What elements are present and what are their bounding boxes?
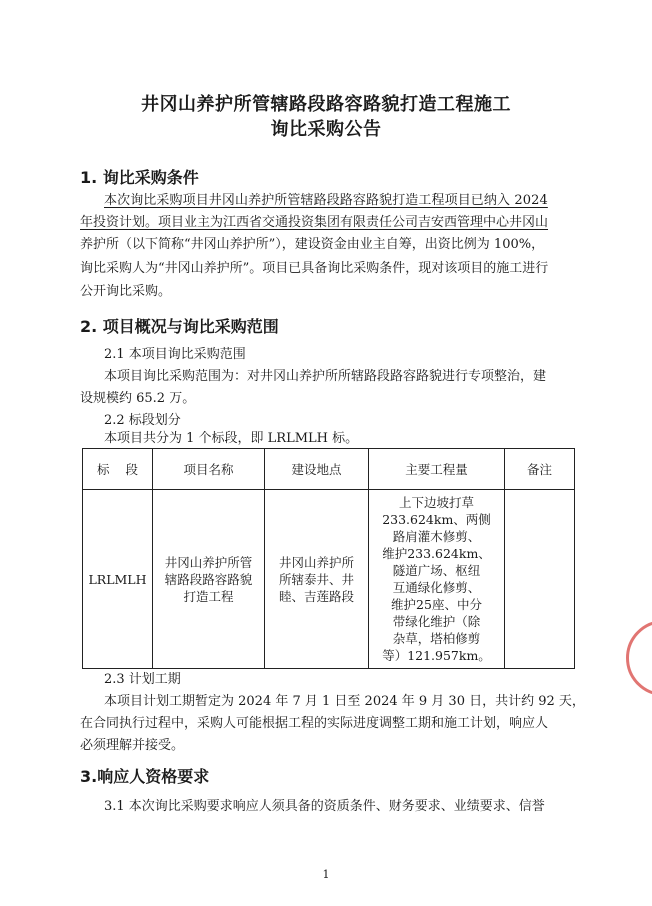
section2-3-line: 在合同执行过程中，采购人可能根据工程的实际进度调整工期和施工计划，响应人: [80, 716, 549, 731]
doc-title-line2: 询比采购公告: [270, 119, 382, 140]
section2-2-text: 本项目共分为 1 个标段，即 LRLMLH 标。: [104, 431, 359, 446]
section1-heading: 1. 询比采购条件: [80, 168, 199, 187]
section2-1-line: 设规模约 65.2 万。: [80, 391, 196, 406]
section3-heading: 3.响应人资格要求: [80, 767, 210, 786]
table-row: [83, 490, 575, 669]
cell-quantity: 上下边坡打草 233.624km、两侧 路肩灌木修剪、 维护233.624km、 隧道广场、枢纽 互通绿化修剪、 维护25座、中分 带绿化维护（除 杂草，塔柏修剪 等）121.957km。: [369, 490, 505, 669]
section1-line: 询比采购人为“井冈山养护所”。项目已具备询比采购条件，现对该项目的施工进行: [80, 261, 549, 276]
table-header-cell: 项目名称: [153, 449, 265, 490]
section2-3-line: 必须理解并接受。: [80, 738, 185, 753]
section1-line: 公开询比采购。: [80, 284, 172, 299]
section1-line: 本次询比采购项目井冈山养护所管辖路段路容路貌打造工程项目已纳入 2024: [104, 193, 548, 208]
cell-location: 井冈山养护所 所辖泰井、井 睦、吉莲路段: [265, 490, 369, 669]
section2-1-line: 本项目询比采购范围为：对井冈山养护所所辖路段路容路貌进行专项整治，建: [104, 369, 547, 384]
section2-3-line: 本项目计划工期暂定为 2024 年 7 月 1 日至 2024 年 9 月 30 日，共计约 92 天，: [104, 694, 585, 709]
table-header-cell: 主要工程量: [369, 449, 505, 490]
cell-project-name: 井冈山养护所管 辖路段路容路貌 打造工程: [153, 490, 265, 669]
section1-line: 养护所（以下简称“井冈山养护所”），建设资金由业主自筹，出资比例为 100%，: [80, 237, 545, 252]
table-header-cell: 备注: [505, 449, 575, 490]
section2-3-title: 2.3 计划工期: [104, 672, 181, 687]
project-table: [82, 448, 575, 669]
page-number: 1: [322, 868, 330, 881]
table-header-cell: 建设地点: [265, 449, 369, 490]
section3-1-text: 3.1 本次询比采购要求响应人须具备的资质条件、财务要求、业绩要求、信誉: [104, 799, 545, 814]
doc-title-line1: 井冈山养护所管辖路段路容路貌打造工程施工: [141, 94, 511, 115]
section2-2-title: 2.2 标段划分: [104, 413, 181, 428]
cell-remark: [505, 490, 575, 669]
cell-section: LRLMLH: [83, 490, 153, 669]
table-header-row: [83, 449, 575, 490]
section2-1-title: 2.1 本项目询比采购范围: [104, 347, 246, 362]
table-header-cell: 标 段: [83, 449, 153, 490]
section1-line: 年投资计划。项目业主为江西省交通投资集团有限责任公司吉安西管理中心井冈山: [80, 215, 549, 230]
seal-stamp-icon: [626, 620, 652, 696]
section2-heading: 2. 项目概况与询比采购范围: [80, 317, 279, 336]
